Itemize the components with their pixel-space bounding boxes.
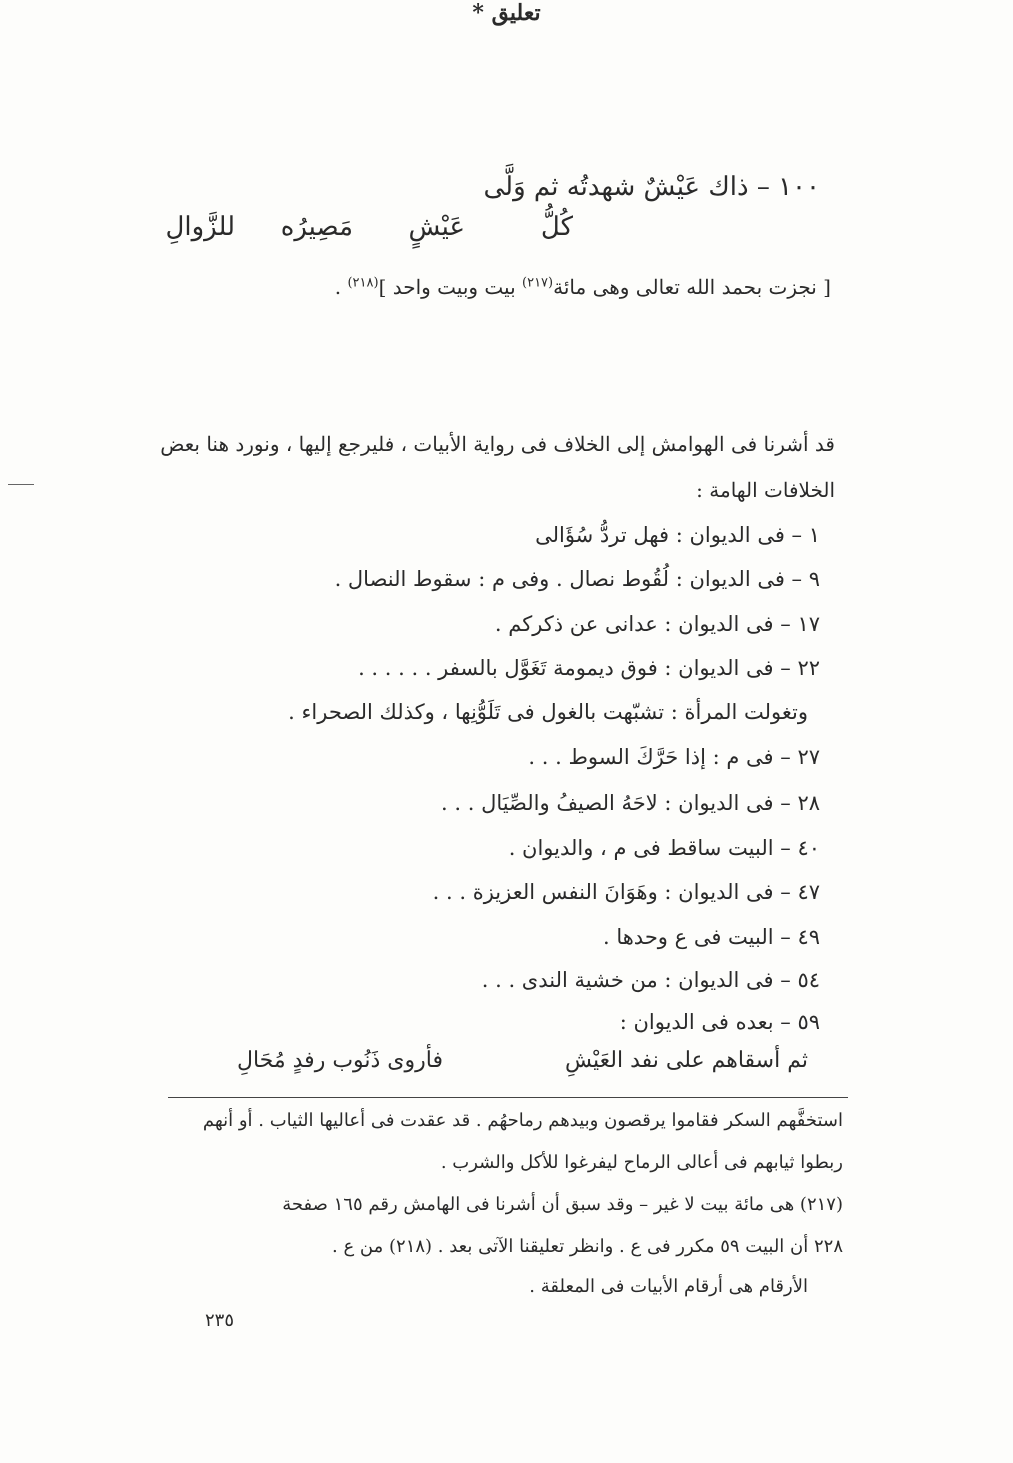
note-item: ٩ – فى الديوان : لُقُوط نصال . وفى م : سقوط النصال . (334, 567, 820, 591)
colophon-end: . (334, 275, 348, 299)
poem-word-1: كُلُّ (540, 212, 573, 242)
note-item: ٢٧ – فى م : إذا حَرَّكَ السوط . . . (528, 745, 820, 769)
poem-first-hemistich: ١٠٠ – ذاك عَيْشٌ شهدتُه ثم وَلَّى (483, 172, 820, 202)
poem-word-4: للزَّوالِ (165, 212, 235, 242)
footnote-rule (168, 1097, 848, 1098)
footnote-ref-217: (٢١٧) (522, 275, 554, 291)
verse-hemistich-1: ثم أسقاهم على نفد العَيْشِ (564, 1048, 808, 1073)
note-item: ٤٩ – البيت فى ع وحدها . (602, 925, 820, 949)
intro-line-1: قد أشرنا فى الهوامش إلى الخلاف فى رواية الأبيات ، فليرجع إليها ، ونورد هنا بعض (160, 432, 835, 456)
note-item: ١٧ – فى الديوان : عدانى عن ذكركم . (494, 612, 820, 636)
colophon (335, 275, 831, 299)
note-item: وتغولت المرأة : تشبّهت بالغول فى تَلَوُّنِها ، وكذلك الصحراء . (288, 700, 808, 724)
section-heading: تعليق * (472, 0, 541, 26)
colophon-middle: بيت وبيت واحد ] (378, 275, 523, 299)
footnote-217: (٢١٧) هى مائة بيت لا غير – وقد سبق أن أشرنا فى الهامش رقم ١٦٥ صفحة (282, 1194, 843, 1215)
footnote-line-2: ربطوا ثيابهم فى أعالى الرماح ليفرغوا للأكل والشرب . (440, 1152, 843, 1173)
footnote-line-1: استخفَّهم السكر فقاموا يرقصون وبيدهم رماحهُم . قد عقدت فى أعاليها الثياب . أو أنهم (202, 1110, 843, 1131)
note-item: ٢٨ – فى الديوان : لاحَهُ الصيفُ والصِّيَال . . . (441, 791, 820, 815)
note-item: ٤٠ – البيت ساقط فى م ، والديوان . (508, 836, 820, 860)
verse-hemistich-2: فأروى ذَنُوب رفدٍ مُحَالِ (236, 1048, 443, 1073)
intro-line-2: الخلافات الهامة : (696, 478, 835, 502)
note-item: ٢٢ – فى الديوان : فوق ديمومة تَغَوَّل بالسفر . . . . . . (358, 656, 820, 680)
footnote-ref-218: (٢١٨) (347, 275, 379, 291)
note-item: ٥٩ – بعده فى الديوان : (619, 1010, 820, 1034)
poem-word-2: عَيْشٍ (408, 212, 465, 242)
note-item: ١ – فى الديوان : فهل تردُّ سُؤَالى (535, 523, 820, 547)
poem-word-3: مَصِيرُه (280, 212, 353, 242)
note-item: ٥٤ – فى الديوان : من خشية الندى . . . (481, 968, 820, 992)
note-item: ٤٧ – فى الديوان : وهَوَانَ النفس العزيزة . . . (432, 880, 820, 904)
footnote-218: الأرقام هى أرقام الأبيات فى المعلقة . (529, 1276, 808, 1297)
colophon-main: [ نجزت بحمد الله تعالى وهى مائة (553, 275, 831, 299)
margin-mark (8, 484, 34, 485)
page-number: ٢٣٥ (205, 1310, 235, 1331)
footnote-line-4: ٢٢٨ أن البيت ٥٩ مكرر فى ع . وانظر تعليقنا الآتى بعد . (٢١٨) من ع . (332, 1236, 843, 1257)
